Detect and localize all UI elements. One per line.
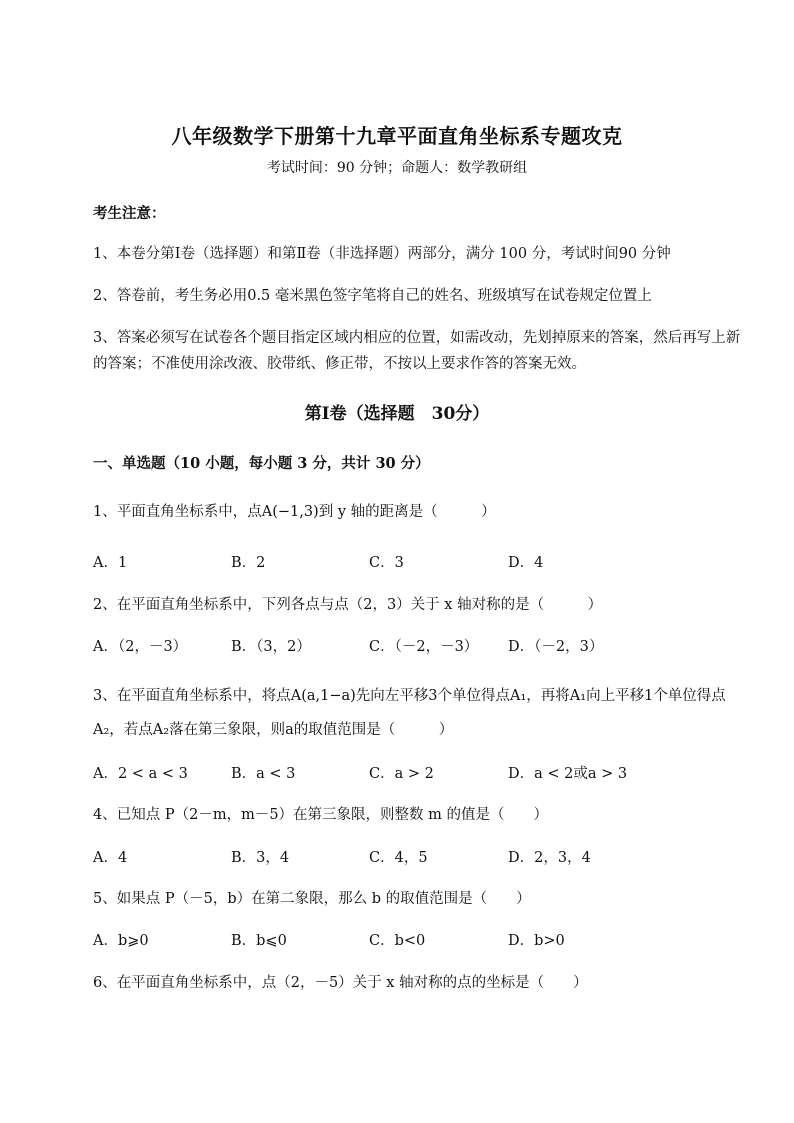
question-1-option-a: A．1	[93, 555, 128, 571]
question-5-option-a: A．b⩾0	[93, 933, 149, 949]
question-2-option-b: B．（3，2）	[231, 639, 311, 655]
question-5-option-c: C．b<0	[369, 933, 426, 949]
question-2-option-c: C．（－2，－3）	[369, 639, 479, 655]
page-title: 八年级数学下册第十九章平面直角坐标系专题攻克	[171, 124, 623, 148]
question-1-stem: 1、平面直角坐标系中，点A(−1,3)到 y 轴的距离是（ ）	[93, 504, 496, 520]
question-4-option-d: D．2，3，4	[508, 850, 591, 866]
question-4-stem: 4、已知点 P（2－m，m－5）在第三象限，则整数 m 的值是（ ）	[93, 807, 549, 823]
notice-heading: 考生注意：	[93, 205, 166, 222]
question-2-option-a: A．（2，－3）	[93, 639, 188, 655]
question-5-option-b: B．b⩽0	[231, 933, 287, 949]
notice-item-2: 2、答卷前，考生务必用0.5 毫米黑色签字笔将自己的姓名、班级填写在试卷规定位置上	[93, 288, 652, 304]
question-3-stem: 3、在平面直角坐标系中，将点A(a,1−a)先向左平移3个单位得点A₁，再将A₁向上平移1个单位得点	[93, 688, 726, 704]
notice-item-3-cont: 的答案；不准使用涂改液、胶带纸、修正带，不按以上要求作答的答案无效。	[93, 356, 586, 372]
page-subtitle: 考试时间：90 分钟；命题人：数学教研组	[266, 160, 528, 176]
question-3-option-a: A．2 < a < 3	[93, 766, 188, 782]
question-3-stem-cont: A₂，若点A₂落在第三象限，则a的取值范围是（ ）	[93, 722, 454, 738]
part1-heading: 第Ⅰ卷（选择题 30分）	[304, 404, 490, 424]
question-5-stem: 5、如果点 P（－5，b）在第二象限，那么 b 的取值范围是（ ）	[93, 891, 531, 907]
question-4-option-a: A．4	[93, 850, 128, 866]
question-1-option-b: B．2	[231, 555, 266, 571]
section-heading: 一、单选题（10 小题，每小题 3 分，共计 30 分）	[93, 455, 430, 472]
question-1-option-c: C．3	[369, 555, 404, 571]
notice-item-3: 3、答案必须写在试卷各个题目指定区域内相应的位置，如需改动，先划掉原来的答案，然后再写上新	[93, 330, 741, 346]
question-3-option-c: C．a > 2	[369, 766, 434, 782]
question-2-option-d: D．（－2，3）	[508, 639, 604, 655]
question-6-stem: 6、在平面直角坐标系中，点（2，－5）关于 x 轴对称的点的坐标是（ ）	[93, 975, 588, 991]
question-1-option-d: D．4	[508, 555, 544, 571]
question-5-option-d: D．b>0	[508, 933, 565, 949]
question-3-option-b: B．a < 3	[231, 766, 296, 782]
question-2-stem: 2、在平面直角坐标系中，下列各点与点（2，3）关于 x 轴对称的是（ ）	[93, 597, 603, 613]
question-4-option-b: B．3，4	[231, 850, 290, 866]
question-3-option-d: D．a < 2或a > 3	[508, 766, 628, 782]
notice-item-1: 1、本卷分第Ⅰ卷（选择题）和第Ⅱ卷（非选择题）两部分，满分 100 分，考试时间90 分钟	[93, 246, 671, 262]
question-4-option-c: C．4，5	[369, 850, 428, 866]
